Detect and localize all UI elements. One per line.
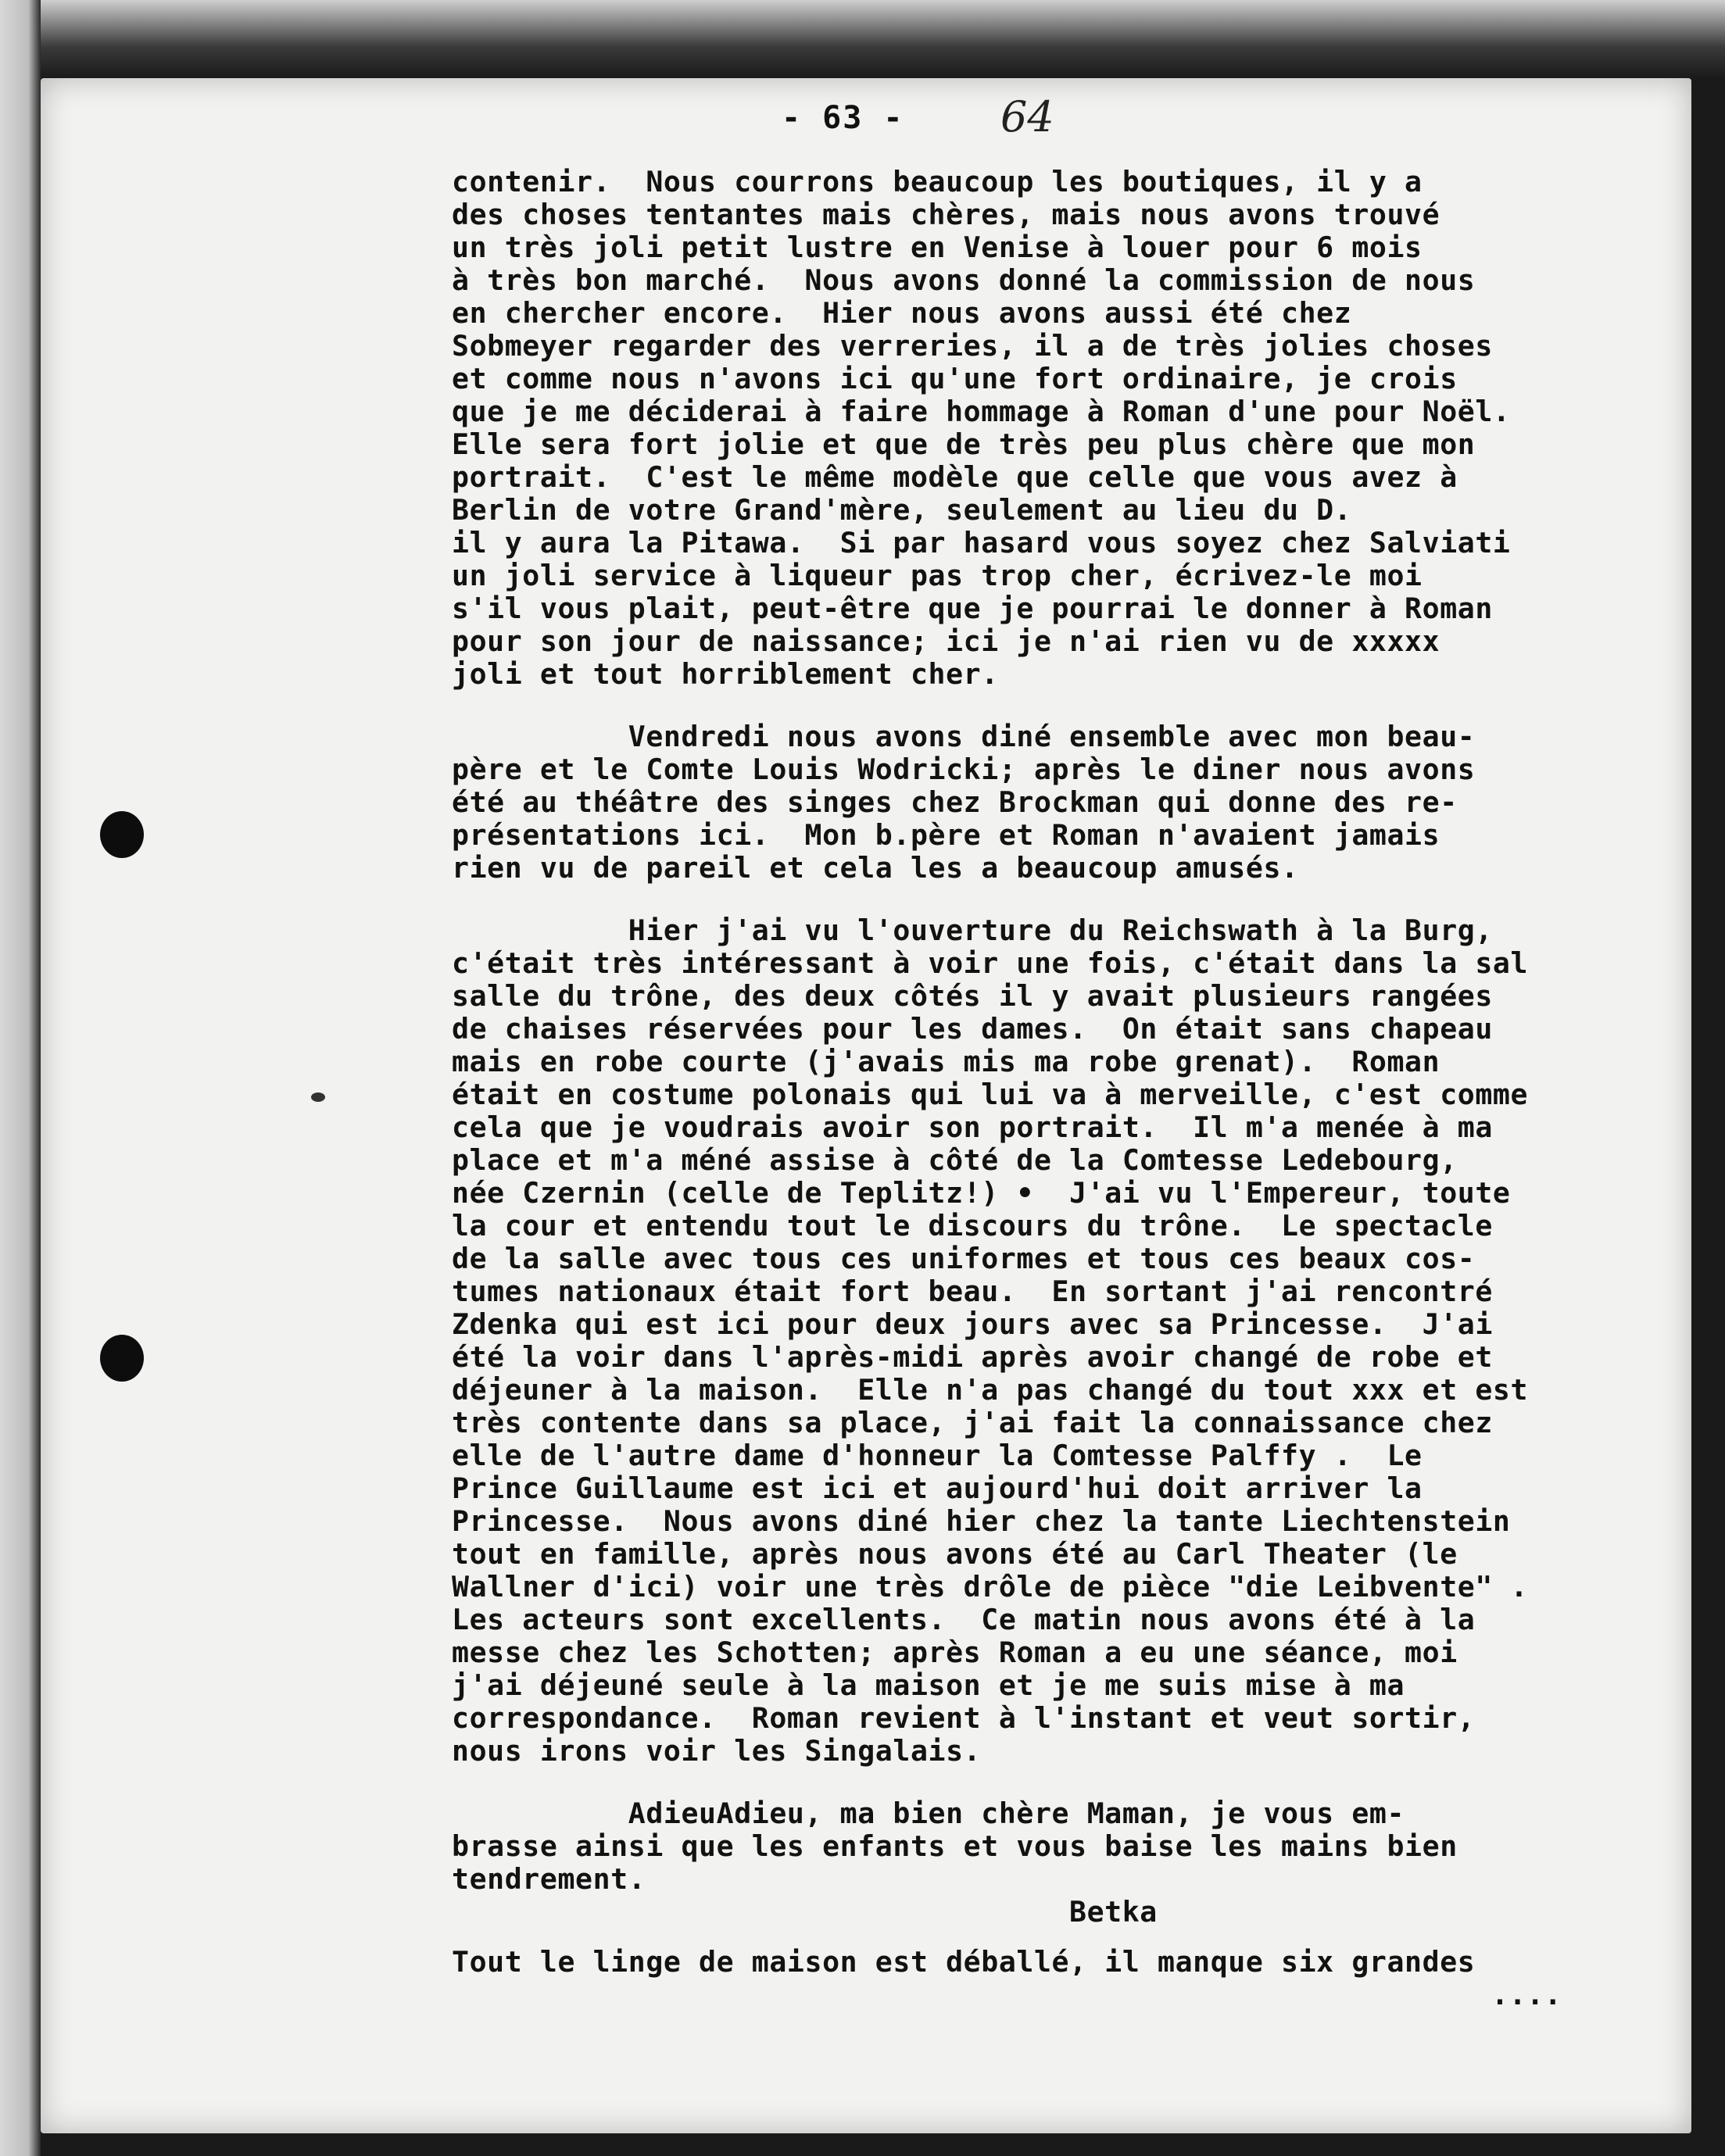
text-line: été la voir dans l'après-midi après avoir changé de robe et [452,1340,1493,1374]
text-line: joli et tout horriblement cher. [452,657,999,691]
text-line: elle de l'autre dame d'honneur la Comtesse Palffy . Le [452,1439,1423,1472]
text-line: en chercher encore. Hier nous avons aussi été chez [452,296,1352,330]
text-line: portrait. C'est le même modèle que celle que vous avez à [452,460,1458,494]
text-line: Sobmeyer regarder des verreries, il a de très jolies choses [452,329,1493,363]
text-line: que je me déciderai à faire hommage à Roman d'une pour Noël. [452,395,1511,428]
text-line: et comme nous n'avons ici qu'une fort ordinaire, je crois [452,362,1458,395]
continuation-mark: .... [1491,1978,1562,2011]
paragraph [452,720,1655,885]
text-line: cela que je voudrais avoir son portrait. Il m'a menée à ma [452,1110,1493,1144]
text-line: contenir. Nous courrons beaucoup les boutiques, il y a [452,165,1423,198]
text-line: tumes nationaux était fort beau. En sortant j'ai rencontré [452,1275,1493,1308]
text-line: salle du trône, des deux côtés il y avait plusieurs rangées [452,979,1493,1013]
text-line: été au théâtre des singes chez Brockman qui donne des re- [452,785,1458,819]
ink-speck [311,1092,325,1102]
text-line: Berlin de votre Grand'mère, seulement au lieu du D. [452,493,1352,527]
text-line: messe chez les Schotten; après Roman a eu une séance, moi [452,1636,1458,1669]
text-line: tendrement. [452,1862,646,1896]
text-line: Vendredi nous avons diné ensemble avec mon beau- [452,720,1476,753]
text-line: un très joli petit lustre en Venise à louer pour 6 mois [452,231,1423,264]
paragraph [452,166,1655,691]
text-line: mais en robe courte (j'avais mis ma robe grenat). Roman [452,1045,1440,1078]
text-line: correspondance. Roman revient à l'instant et veut sortir, [452,1701,1476,1735]
text-line: AdieuAdieu, ma bien chère Maman, je vous em- [452,1797,1405,1830]
scan-left-edge [0,0,41,2156]
text-line: Princesse. Nous avons diné hier chez la tante Liechtenstein [452,1504,1511,1538]
page-number: - 63 - [782,100,904,136]
punch-hole-bottom [100,1335,144,1382]
paragraph [452,914,1655,1768]
text-line: Les acteurs sont excellents. Ce matin nous avons été à la [452,1603,1476,1636]
text-line: de la salle avec tous ces uniformes et tous ces beaux cos- [452,1242,1476,1275]
text-line: un joli service à liqueur pas trop cher, écrivez-le moi [452,559,1423,592]
signature: Betka [1069,1895,1158,1929]
text-line: Prince Guillaume est ici et aujourd'hui doit arriver la [452,1471,1423,1505]
text-line: tout en famille, après nous avons été au Carl Theater (le [452,1537,1458,1571]
text-line: nous irons voir les Singalais. [452,1734,982,1768]
text-line: née Czernin (celle de Teplitz!) • J'ai vu l'Empereur, toute [452,1176,1511,1210]
text-line: il y aura la Pitawa. Si par hasard vous soyez chez Salviati [452,526,1511,560]
handwritten-page-number: 64 [1000,92,1054,141]
text-line: rien vu de pareil et cela les a beaucoup amusés. [452,851,1299,885]
text-line: présentations ici. Mon b.père et Roman n'avaient jamais [452,818,1440,852]
text-line: à très bon marché. Nous avons donné la commission de nous [452,263,1476,297]
text-line: pour son jour de naissance; ici je n'ai rien vu de xxxxx [452,624,1440,658]
text-line: de chaises réservées pour les dames. On était sans chapeau [452,1012,1493,1046]
text-line: la cour et entendu tout le discours du trône. Le spectacle [452,1209,1493,1242]
punch-hole-top [100,811,144,858]
text-line: des choses tentantes mais chères, mais nous avons trouvé [452,198,1440,231]
text-line: j'ai déjeuné seule à la maison et je me suis mise à ma [452,1668,1405,1702]
text-line: était en costume polonais qui lui va à merveille, c'est comme [452,1078,1529,1111]
text-line: s'il vous plait, peut-être que je pourrai le donner à Roman [452,592,1493,625]
text-line: déjeuner à la maison. Elle n'a pas changé du tout xxx et est [452,1373,1529,1407]
scan-top-edge [0,0,1725,78]
text-line: père et le Comte Louis Wodricki; après le diner nous avons [452,753,1476,786]
text-line: brasse ainsi que les enfants et vous baise les mains bien [452,1829,1458,1863]
postscript: Tout le linge de maison est déballé, il manque six grandes [452,1945,1476,1979]
text-line: c'était très intéressant à voir une fois, c'était dans la sal [452,946,1529,980]
text-line: Elle sera fort jolie et que de très peu plus chère que mon [452,427,1476,461]
paragraph [452,1797,1655,1896]
text-line: Wallner d'ici) voir une très drôle de pièce "die Leibvente" . [452,1570,1529,1604]
text-line: place et m'a méné assise à côté de la Comtesse Ledebourg, [452,1143,1458,1177]
text-line: Zdenka qui est ici pour deux jours avec sa Princesse. J'ai [452,1307,1493,1341]
text-line: très contente dans sa place, j'ai fait la connaissance chez [452,1406,1493,1439]
text-line: Hier j'ai vu l'ouverture du Reichswath à la Burg, [452,914,1493,947]
letter-body [452,166,1655,2011]
